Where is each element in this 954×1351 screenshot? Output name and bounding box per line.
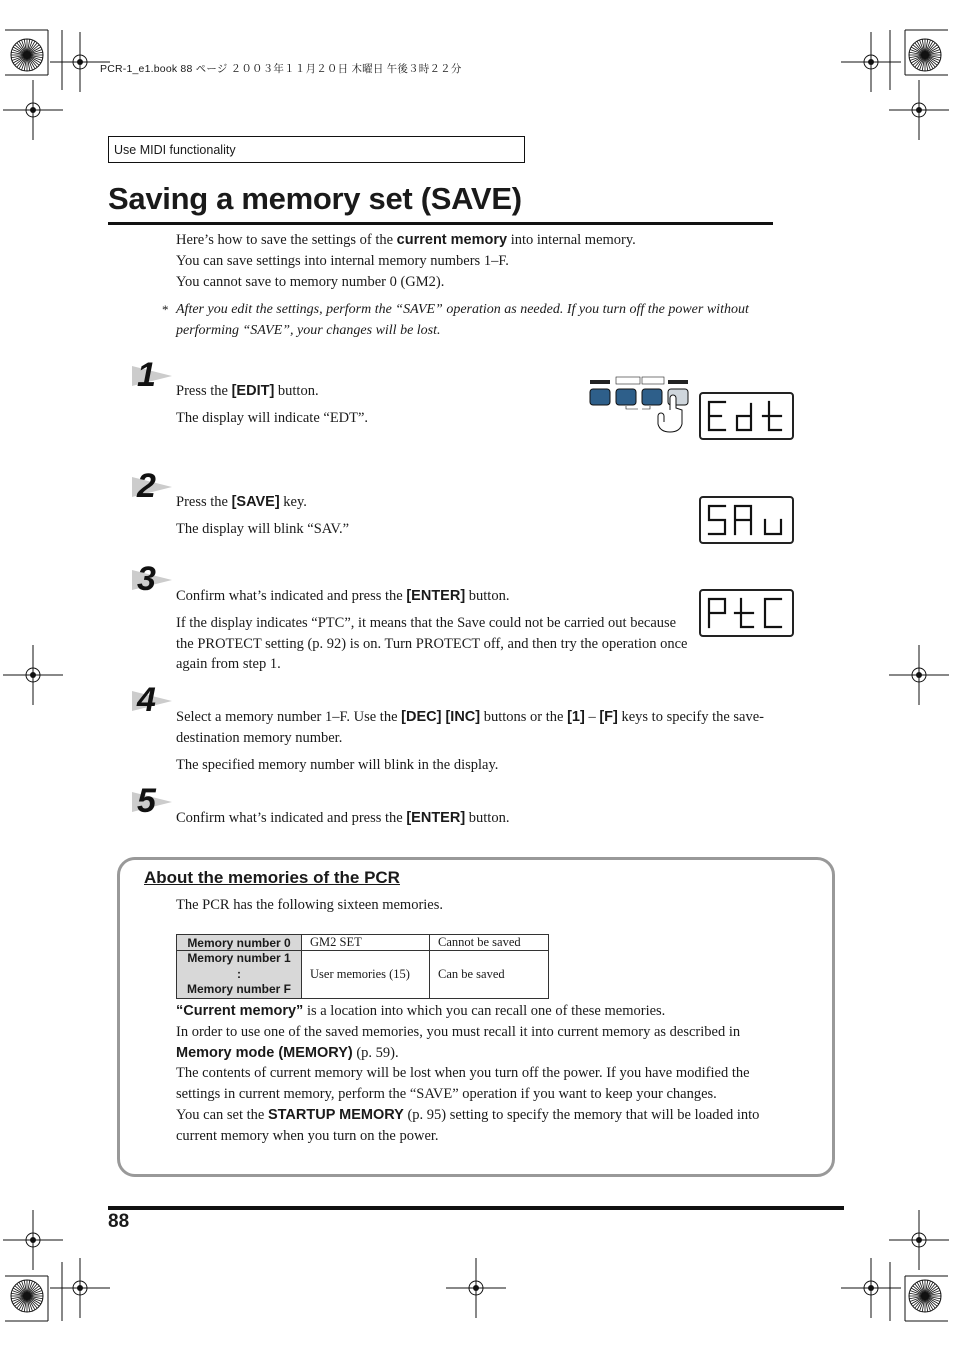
memories-p3: The contents of current memory will be lost when you turn off the power. If you have modified the settings in current memory, perform the “SAVE” operation if you want to keep your changes. xyxy=(176,1065,750,1103)
table-cell-content: GM2 SET xyxy=(302,935,430,951)
step-3-text: Confirm what’s indicated and press the [ENTER] button. xyxy=(176,588,510,604)
intro-line-2: You can save settings into internal memory numbers 1–F. xyxy=(176,253,509,269)
table-cell-name: Memory number 0 xyxy=(177,935,302,951)
step-1-subtext: The display will indicate “EDT”. xyxy=(176,410,369,426)
footer-rule xyxy=(108,1206,844,1210)
memories-heading: About the memories of the PCR xyxy=(144,868,400,887)
table-name-line: Memory number F xyxy=(186,982,291,997)
display-sav xyxy=(699,496,794,544)
table-cell-status: Cannot be saved xyxy=(430,935,549,951)
memories-p1: “Current memory” is a location into which you can recall one of these memories. xyxy=(176,1003,666,1019)
table-name-line: : xyxy=(237,966,241,981)
page-title: Saving a memory set (SAVE) xyxy=(108,181,522,216)
step-3-number: 3 xyxy=(137,560,156,598)
table-cell-name xyxy=(177,951,302,999)
memories-p4: You can set the STARTUP MEMORY (p. 95) setting to specify the memory that will be loaded into current memory when you turn on the power. xyxy=(176,1106,760,1144)
section-label: Use MIDI functionality xyxy=(108,136,525,163)
step-5-number: 5 xyxy=(137,782,156,820)
intro-note: After you edit the settings, perform the “SAVE” operation as needed. If you turn off the power without performing “SAVE”, your changes will be lost. xyxy=(176,302,749,338)
step-1-number: 1 xyxy=(137,356,156,394)
intro-line-3: You cannot save to memory number 0 (GM2). xyxy=(176,274,445,290)
panel-buttons-svg xyxy=(588,376,692,448)
step-2-subtext: The display will blink “SAV.” xyxy=(176,521,350,537)
step-2-number: 2 xyxy=(137,467,156,505)
panel-illustration xyxy=(588,376,692,448)
step-4-subtext: The specified memory number will blink in the display. xyxy=(176,757,499,773)
memories-p2: In order to use one of the saved memories, you must recall it into current memory as described in Memory mode (MEMORY) (p. 59). xyxy=(176,1023,741,1061)
table-name-line: Memory number 1 xyxy=(187,951,291,966)
step-1-text: Press the [EDIT] button. xyxy=(176,383,319,399)
step-3-subtext: If the display indicates “PTC”, it means that the Save could not be carried out because the PROTECT setting (p. 92) is on. Turn PROTECT off, and then try the operation once again from step 1. xyxy=(176,615,688,672)
table-cell-content: User memories (15) xyxy=(302,951,430,999)
intro-line-1: Here’s how to save the settings of the current memory into internal memory. xyxy=(176,232,636,248)
table-cell-status: Can be saved xyxy=(430,951,549,999)
step-4-text: Select a memory number 1–F. Use the [DEC] [INC] buttons or the [1] – [F] keys to specify the save-destination memory number. xyxy=(176,709,765,746)
memories-table xyxy=(176,934,549,999)
step-4-number: 4 xyxy=(137,681,156,719)
step-2-text: Press the [SAVE] key. xyxy=(176,494,307,510)
memories-body xyxy=(176,1001,776,1147)
note-mark: * xyxy=(162,302,169,317)
print-header-meta: PCR-1_e1.book 88 ページ ２００３年１１月２０日 木曜日 午後３時２２分 xyxy=(100,63,462,75)
page-number: 88 xyxy=(108,1211,130,1232)
table-row xyxy=(177,951,549,999)
memories-intro: The PCR has the following sixteen memories. xyxy=(176,897,444,913)
step-5-text: Confirm what’s indicated and press the [ENTER] button. xyxy=(176,810,510,826)
display-edt xyxy=(699,392,794,440)
display-ptc xyxy=(699,589,794,637)
title-rule xyxy=(108,222,773,225)
intro xyxy=(176,230,776,293)
table-row xyxy=(177,935,549,951)
